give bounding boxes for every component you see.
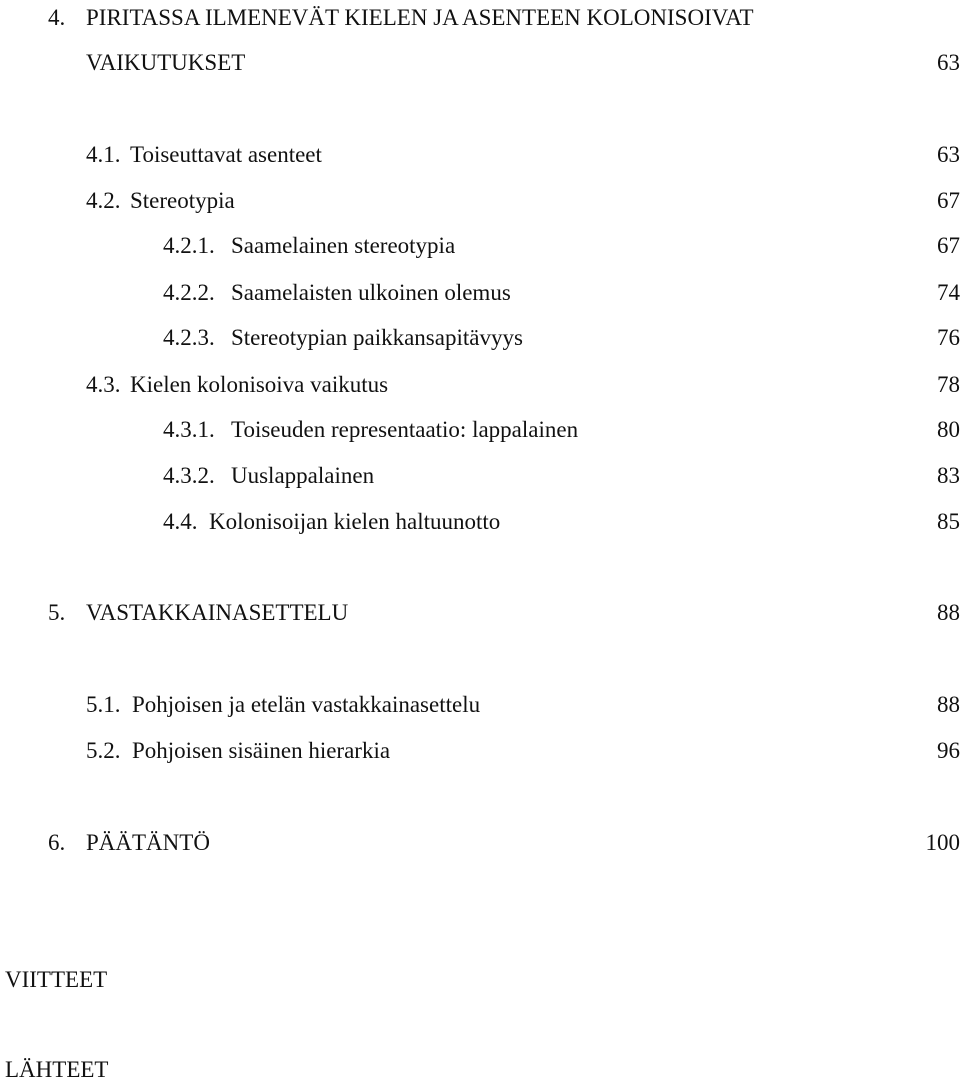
toc-section-4-2-1 (0, 231, 960, 261)
toc-section-4-2-3 (0, 323, 960, 353)
toc-section-4-3-1 (0, 415, 960, 445)
toc-page-number: 88 (937, 690, 960, 720)
toc-chapter-6 (0, 828, 960, 858)
toc-page-number: 76 (937, 323, 960, 353)
toc-title: Pohjoisen ja etelän vastakkainasettelu (132, 690, 480, 720)
toc-number: 4.4. (163, 507, 198, 537)
toc-title: PÄÄTÄNTÖ (86, 828, 210, 858)
toc-section-5-2 (0, 736, 960, 766)
toc-number: 4.2.1. (163, 231, 215, 261)
toc-page-number: 96 (937, 736, 960, 766)
toc-title: Saamelainen stereotypia (231, 231, 455, 261)
toc-page-number: 63 (937, 48, 960, 78)
toc-page-number: 88 (937, 598, 960, 628)
toc-section-5-1 (0, 690, 960, 720)
toc-title: Stereotypia (130, 186, 235, 216)
toc-page-number: 78 (937, 370, 960, 400)
toc-title: Stereotypian paikkansapitävyys (231, 323, 523, 353)
toc-title: Toiseuttavat asenteet (130, 140, 322, 170)
toc-chapter-5 (0, 598, 960, 628)
toc-chapter-4-cont (0, 48, 960, 78)
toc-number: 5.2. (86, 736, 121, 766)
toc-title: Toiseuden representaatio: lappalainen (231, 415, 578, 445)
toc-section-4-3 (0, 370, 960, 400)
toc-title: VAIKUTUKSET (86, 48, 245, 78)
toc-section-4-4 (0, 507, 960, 537)
toc-title: Kolonisoijan kielen haltuunotto (209, 507, 500, 537)
toc-title: Saamelaisten ulkoinen olemus (231, 278, 511, 308)
toc-number: 4.3.1. (163, 415, 215, 445)
toc-page-number: 80 (937, 415, 960, 445)
toc-lahteet (0, 1055, 960, 1085)
toc-section-4-2 (0, 186, 960, 216)
toc-title: Uuslappalainen (231, 461, 374, 491)
toc-title: VIITTEET (5, 965, 107, 995)
toc-section-4-2-2 (0, 278, 960, 308)
toc-number: 4.3. (86, 370, 121, 400)
toc-page-number: 100 (926, 828, 960, 858)
toc-viitteet (0, 965, 960, 995)
toc-number: 4.3.2. (163, 461, 215, 491)
toc-page-number: 85 (937, 507, 960, 537)
toc-number: 4.2.3. (163, 323, 215, 353)
toc-title: Pohjoisen sisäinen hierarkia (132, 736, 390, 766)
toc-number: 4.1. (86, 140, 121, 170)
toc-section-4-1 (0, 140, 960, 170)
toc-number: 4.2. (86, 186, 121, 216)
toc-chapter-4 (0, 3, 960, 33)
toc-title: LÄHTEET (5, 1055, 108, 1085)
toc-number: 5. (48, 598, 65, 628)
toc-page-number: 83 (937, 461, 960, 491)
toc-title: VASTAKKAINASETTELU (86, 598, 348, 628)
toc-number: 5.1. (86, 690, 121, 720)
toc-section-4-3-2 (0, 461, 960, 491)
toc-number: 4.2.2. (163, 278, 215, 308)
toc-page-number: 67 (937, 231, 960, 261)
toc-page-number: 63 (937, 140, 960, 170)
toc-page-number: 67 (937, 186, 960, 216)
toc-page-number: 74 (937, 278, 960, 308)
toc-title: PIRITASSA ILMENEVÄT KIELEN JA ASENTEEN KOLONISOIVAT (86, 3, 754, 33)
toc-number: 4. (48, 3, 65, 33)
toc-title: Kielen kolonisoiva vaikutus (130, 370, 388, 400)
toc-number: 6. (48, 828, 65, 858)
